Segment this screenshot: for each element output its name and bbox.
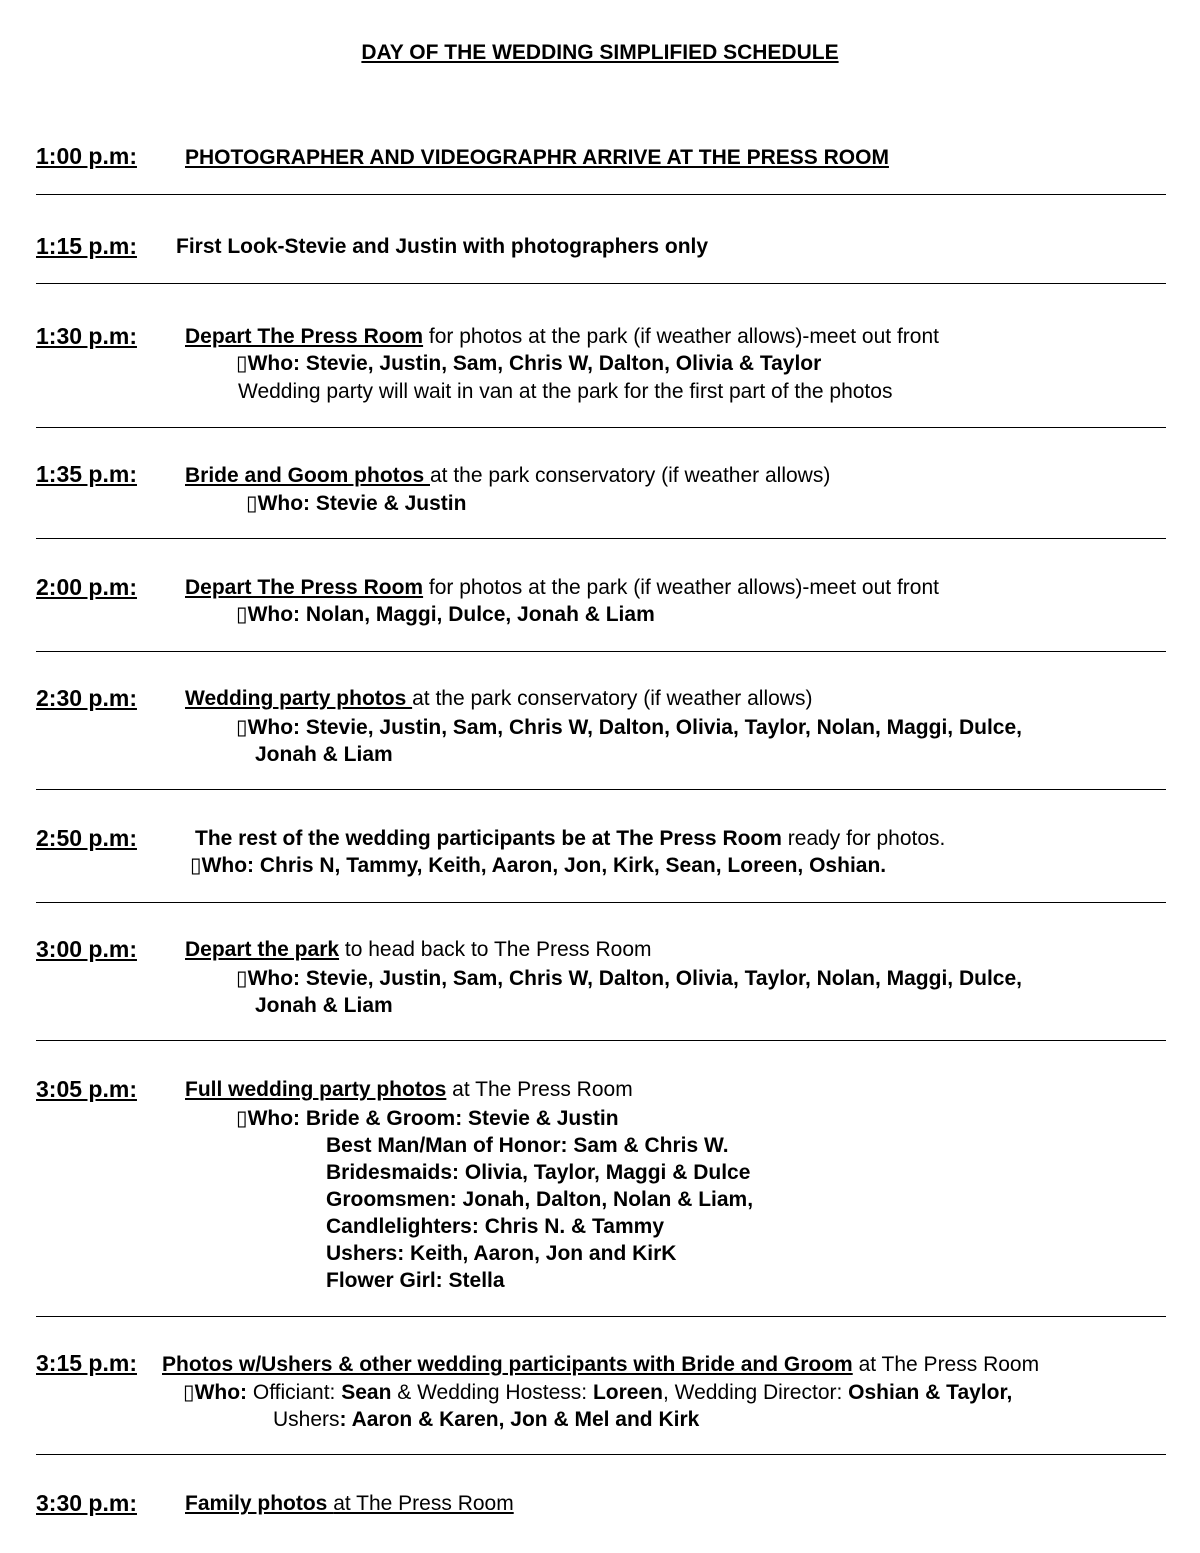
who-line [236,965,1022,992]
entry-detail: ready for photos. [781,827,946,850]
entry-line [176,233,708,260]
entry-line [185,462,830,489]
bullet-icon: ▯ [236,967,248,990]
entry-detail: at The Press Room [333,1492,514,1515]
time-label: 3:00 p.m: [36,936,137,962]
divider [36,1040,1166,1041]
hostess-label: & Wedding Hostess: [391,1381,593,1404]
who-text: Who: Stevie, Justin, Sam, Chris W, Dalton, Olivia, Taylor, Nolan, Maggi, Dulce, [247,967,1022,990]
role-line: Best Man/Man of Honor: Sam & Chris W. [326,1134,729,1157]
divider [36,427,1166,428]
who-label: Who: [194,1381,248,1404]
role-line: Flower Girl: Stella [326,1269,505,1292]
divider [36,651,1166,652]
entry-detail: at the park conservatory (if weather allows) [412,687,813,710]
role-line: Groomsmen: Jonah, Dalton, Nolan & Liam, [326,1188,754,1211]
divider [36,283,1166,284]
who-line [236,714,1022,741]
time-label: 1:15 p.m: [36,233,137,259]
time-label: 1:00 p.m: [36,143,137,169]
entry-detail: at The Press Room [446,1078,633,1101]
entry-heading: Family photos [185,1492,334,1515]
who-line [236,601,655,628]
director-label: , Wedding Director: [662,1381,849,1404]
who-line [190,852,886,879]
entry-line [185,936,652,963]
entry-detail: at The Press Room [852,1353,1040,1376]
entry-heading: Depart The Press Room [185,325,424,348]
time-label: 3:15 p.m: [36,1350,137,1376]
entry-line [185,574,939,601]
divider [36,902,1166,903]
who-text: Who: Stevie & Justin [257,492,467,515]
bullet-icon: ▯ [183,1381,195,1404]
officiant-name: Sean [341,1381,392,1404]
entry-line [185,144,889,171]
divider [36,194,1166,195]
entry-heading: Wedding party photos [185,687,413,710]
divider [36,1454,1166,1455]
entry-detail: at the park conservatory (if weather allows) [430,464,831,487]
who-continuation: Jonah & Liam [255,743,393,766]
who-line [236,1105,619,1132]
entry-line [185,323,939,350]
time-label: 2:00 p.m: [36,574,137,600]
who-line [246,490,466,517]
entry-line [162,1351,1039,1378]
entry-detail: to head back to The Press Room [339,938,652,961]
who-line [236,350,821,377]
who-text: Who: Stevie, Justin, Sam, Chris W, Dalton, Olivia & Taylor [247,352,822,375]
entry-line [185,1490,514,1517]
who-continuation: Jonah & Liam [255,994,393,1017]
entry-heading: Full wedding party photos [185,1078,447,1101]
page-title: DAY OF THE WEDDING SIMPLIFIED SCHEDULE [361,41,839,64]
who-text: Who: Stevie, Justin, Sam, Chris W, Dalton, Olivia, Taylor, Nolan, Maggi, Dulce, [247,716,1022,739]
entry-heading: The rest of the wedding participants be at The Press Room [195,827,782,850]
divider [36,1316,1166,1317]
time-label: 2:50 p.m: [36,825,137,851]
ushers-line [273,1406,699,1433]
who-text: Who: Nolan, Maggi, Dulce, Jonah & Liam [247,603,655,626]
bullet-icon: ▯ [246,492,258,515]
time-label: 3:30 p.m: [36,1490,137,1516]
role-line: Bridesmaids: Olivia, Taylor, Maggi & Dulce [326,1161,751,1184]
entry-line [185,1076,633,1103]
hostess-name: Loreen [592,1381,663,1404]
role-line: Candlelighters: Chris N. & Tammy [326,1215,665,1238]
bullet-icon: ▯ [190,854,202,877]
entry-line [195,825,945,852]
bullet-icon: ▯ [236,1107,248,1130]
time-label: 3:05 p.m: [36,1076,137,1102]
time-label: 1:35 p.m: [36,461,137,487]
role-line: Ushers: Keith, Aaron, Jon and KirK [326,1242,677,1265]
entry-heading: Depart the park [185,938,340,961]
entry-heading: PHOTOGRAPHER AND VIDEOGRAPHR ARRIVE AT THE PRESS ROOM [185,146,889,169]
bullet-icon: ▯ [236,716,248,739]
who-text: Who: Bride & Groom: Stevie & Justin [247,1107,619,1130]
ushers-label: Ushers [273,1408,340,1431]
who-text: Who: Chris N, Tammy, Keith, Aaron, Jon, Kirk, Sean, Loreen, Oshian. [201,854,887,877]
ushers-names: : Aaron & Karen, Jon & Mel and Kirk [339,1408,700,1431]
bullet-icon: ▯ [236,603,248,626]
entry-heading: Bride and Goom photos [185,464,430,487]
divider [36,538,1166,539]
divider [36,789,1166,790]
entry-line [185,685,812,712]
entry-detail: for photos at the park (if weather allows)-meet out front [423,325,939,348]
entry-detail: for photos at the park (if weather allows)-meet out front [423,576,939,599]
director-name: Oshian & Taylor, [848,1381,1013,1404]
time-label: 1:30 p.m: [36,323,137,349]
officiant-label: Officiant: [247,1381,342,1404]
entry-heading: Depart The Press Room [185,576,424,599]
time-label: 2:30 p.m: [36,685,137,711]
entry-heading: Photos w/Ushers & other wedding participants with Bride and Groom [162,1353,853,1376]
who-line [183,1379,1012,1406]
bullet-icon: ▯ [236,352,248,375]
note-line: Wedding party will wait in van at the park for the first part of the photos [238,380,893,403]
entry-heading: First Look-Stevie and Justin with photographers only [176,235,709,258]
